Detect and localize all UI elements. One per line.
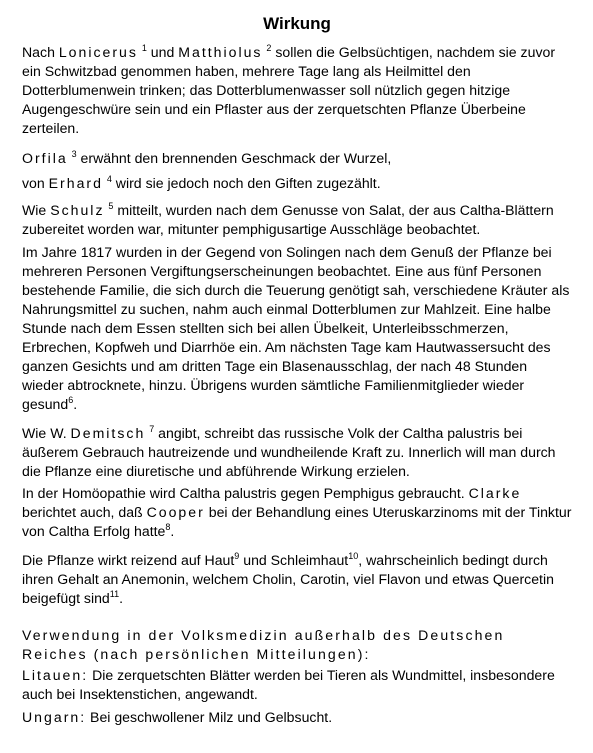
- section-title: Wirkung: [263, 14, 331, 33]
- paragraph-erhard: von Erhard $^4$ wird sie jedoch noch den Giften zugezählt.: [22, 174, 381, 191]
- footnote-ref: 10: [348, 551, 359, 561]
- footnote-ref: 2: [266, 43, 272, 53]
- author-name: Orfila: [22, 150, 68, 166]
- paragraph-wirkung-haut: Die Pflanze wirkt reizend auf Haut$^9$ und Schleimhaut$^{10}$, wahrscheinlich bedingt durch ihren Gehalt an Anemonin, welchem Cholin, Carotin, viel Flavon und etwas Quercetin beigefügt sind$^{11}$.: [22, 551, 554, 606]
- footnote-ref: 3: [71, 149, 77, 159]
- paragraph-solingen: Im Jahre 1817 wurden in der Gegend von Solingen nach dem Genuß der Pflanze bei mehreren Personen Vergiftungserscheinungen beobachtet. Eine aus fünf Personen bestehende Familie, die sich durch die Teuerung genötigt sah, verschiedene Kräuter als Nahrungsmittel zu suchen, nahm auch einmal Dotterblumen zur Mahlzeit. Eine halbe Stunde nach dem Essen stellten sich bei allen Übelkeit, Unterleibsschmerzen, Erbrechen, Kopfweh und Diarrhöe ein. Am nächsten Tage kam Hautwassersucht des ganzen Gesichts und am dritten Tage ein Blasenausschlag, der nach 48 Stunden wieder abtrocknete, hinzu. Übrigens wurden sämtliche Familienmitglieder wieder gesund$^6$.: [22, 244, 570, 412]
- footnote-ref: 4: [106, 174, 112, 184]
- footnote-ref: 6: [68, 395, 74, 405]
- footnote-ref: 1: [141, 43, 147, 53]
- author-name: Demitsch: [70, 425, 146, 441]
- country-name: Litauen:: [22, 667, 89, 683]
- paragraph-schulz: Wie Schulz $^5$ mitteilt, wurden nach dem Genusse von Salat, der aus Caltha-Blättern zubereitet worden war, mitunter pemphigusartige Ausschläge beobachtet.: [22, 201, 554, 237]
- footnote-ref: 11: [109, 589, 120, 599]
- footnote-ref: 5: [108, 201, 114, 211]
- paragraph-orfila: Orfila $^3$ erwähnt den brennenden Geschmack der Wurzel,: [22, 149, 392, 166]
- author-name: Matthiolus: [178, 44, 263, 60]
- author-name: Clarke: [468, 485, 522, 501]
- paragraph-sources: Nach Lonicerus $^1$ und Matthiolus $^2$ sollen die Gelbsüchtigen, nachdem sie zuvor ein Schwitzbad genommen haben, mehrere Tage lang als Heilmittel den Dotterblumenwein trinken; das Dotterblumenwasser soll nützlich gegen hitzige Augengeschwüre sein und ein Pflaster aus der zerquetschten Pflanze Überbeine zerteilen.: [22, 43, 556, 136]
- paragraph-homoeopathie: In der Homöopathie wird Caltha palustris gegen Pemphigus gebraucht. Clarke berichtet auch, daß Cooper bei der Behandlung eines Uteruskarzinoms mit der Tinktur von Caltha Erfolg hatte$^8$.: [22, 485, 572, 539]
- author-name: Lonicerus: [58, 44, 138, 60]
- country-name: Ungarn:: [22, 709, 87, 725]
- author-name: Cooper: [146, 504, 205, 520]
- paragraph-litauen: Litauen: Die zerquetschten Blätter werden bei Tieren als Wundmittel, insbesondere auch bei Insektenstichen, angewandt.: [22, 667, 555, 702]
- paragraph-ungarn: Ungarn: Bei geschwollener Milz und Gelbsucht.: [22, 709, 333, 725]
- footnote-ref: 9: [234, 551, 240, 561]
- footnote-ref: 8: [165, 522, 171, 532]
- footnote-ref: 7: [149, 424, 155, 434]
- paragraph-demitsch: Wie W. Demitsch $^7$ angibt, schreibt das russische Volk der Caltha palustris bei äußerem Gebrauch hautreizende und wundheilende Kraft zu. Innerlich will man durch die Pflanze eine diuretische und abführende Wirkung erzielen.: [22, 424, 556, 479]
- subsection-heading-volksmedizin: Verwendung in der Volksmedizin außerhalb des Deutschen Reiches (nach persönlichen Mitteilungen):: [22, 627, 505, 662]
- author-name: Schulz: [50, 202, 105, 218]
- author-name: Erhard: [48, 175, 103, 191]
